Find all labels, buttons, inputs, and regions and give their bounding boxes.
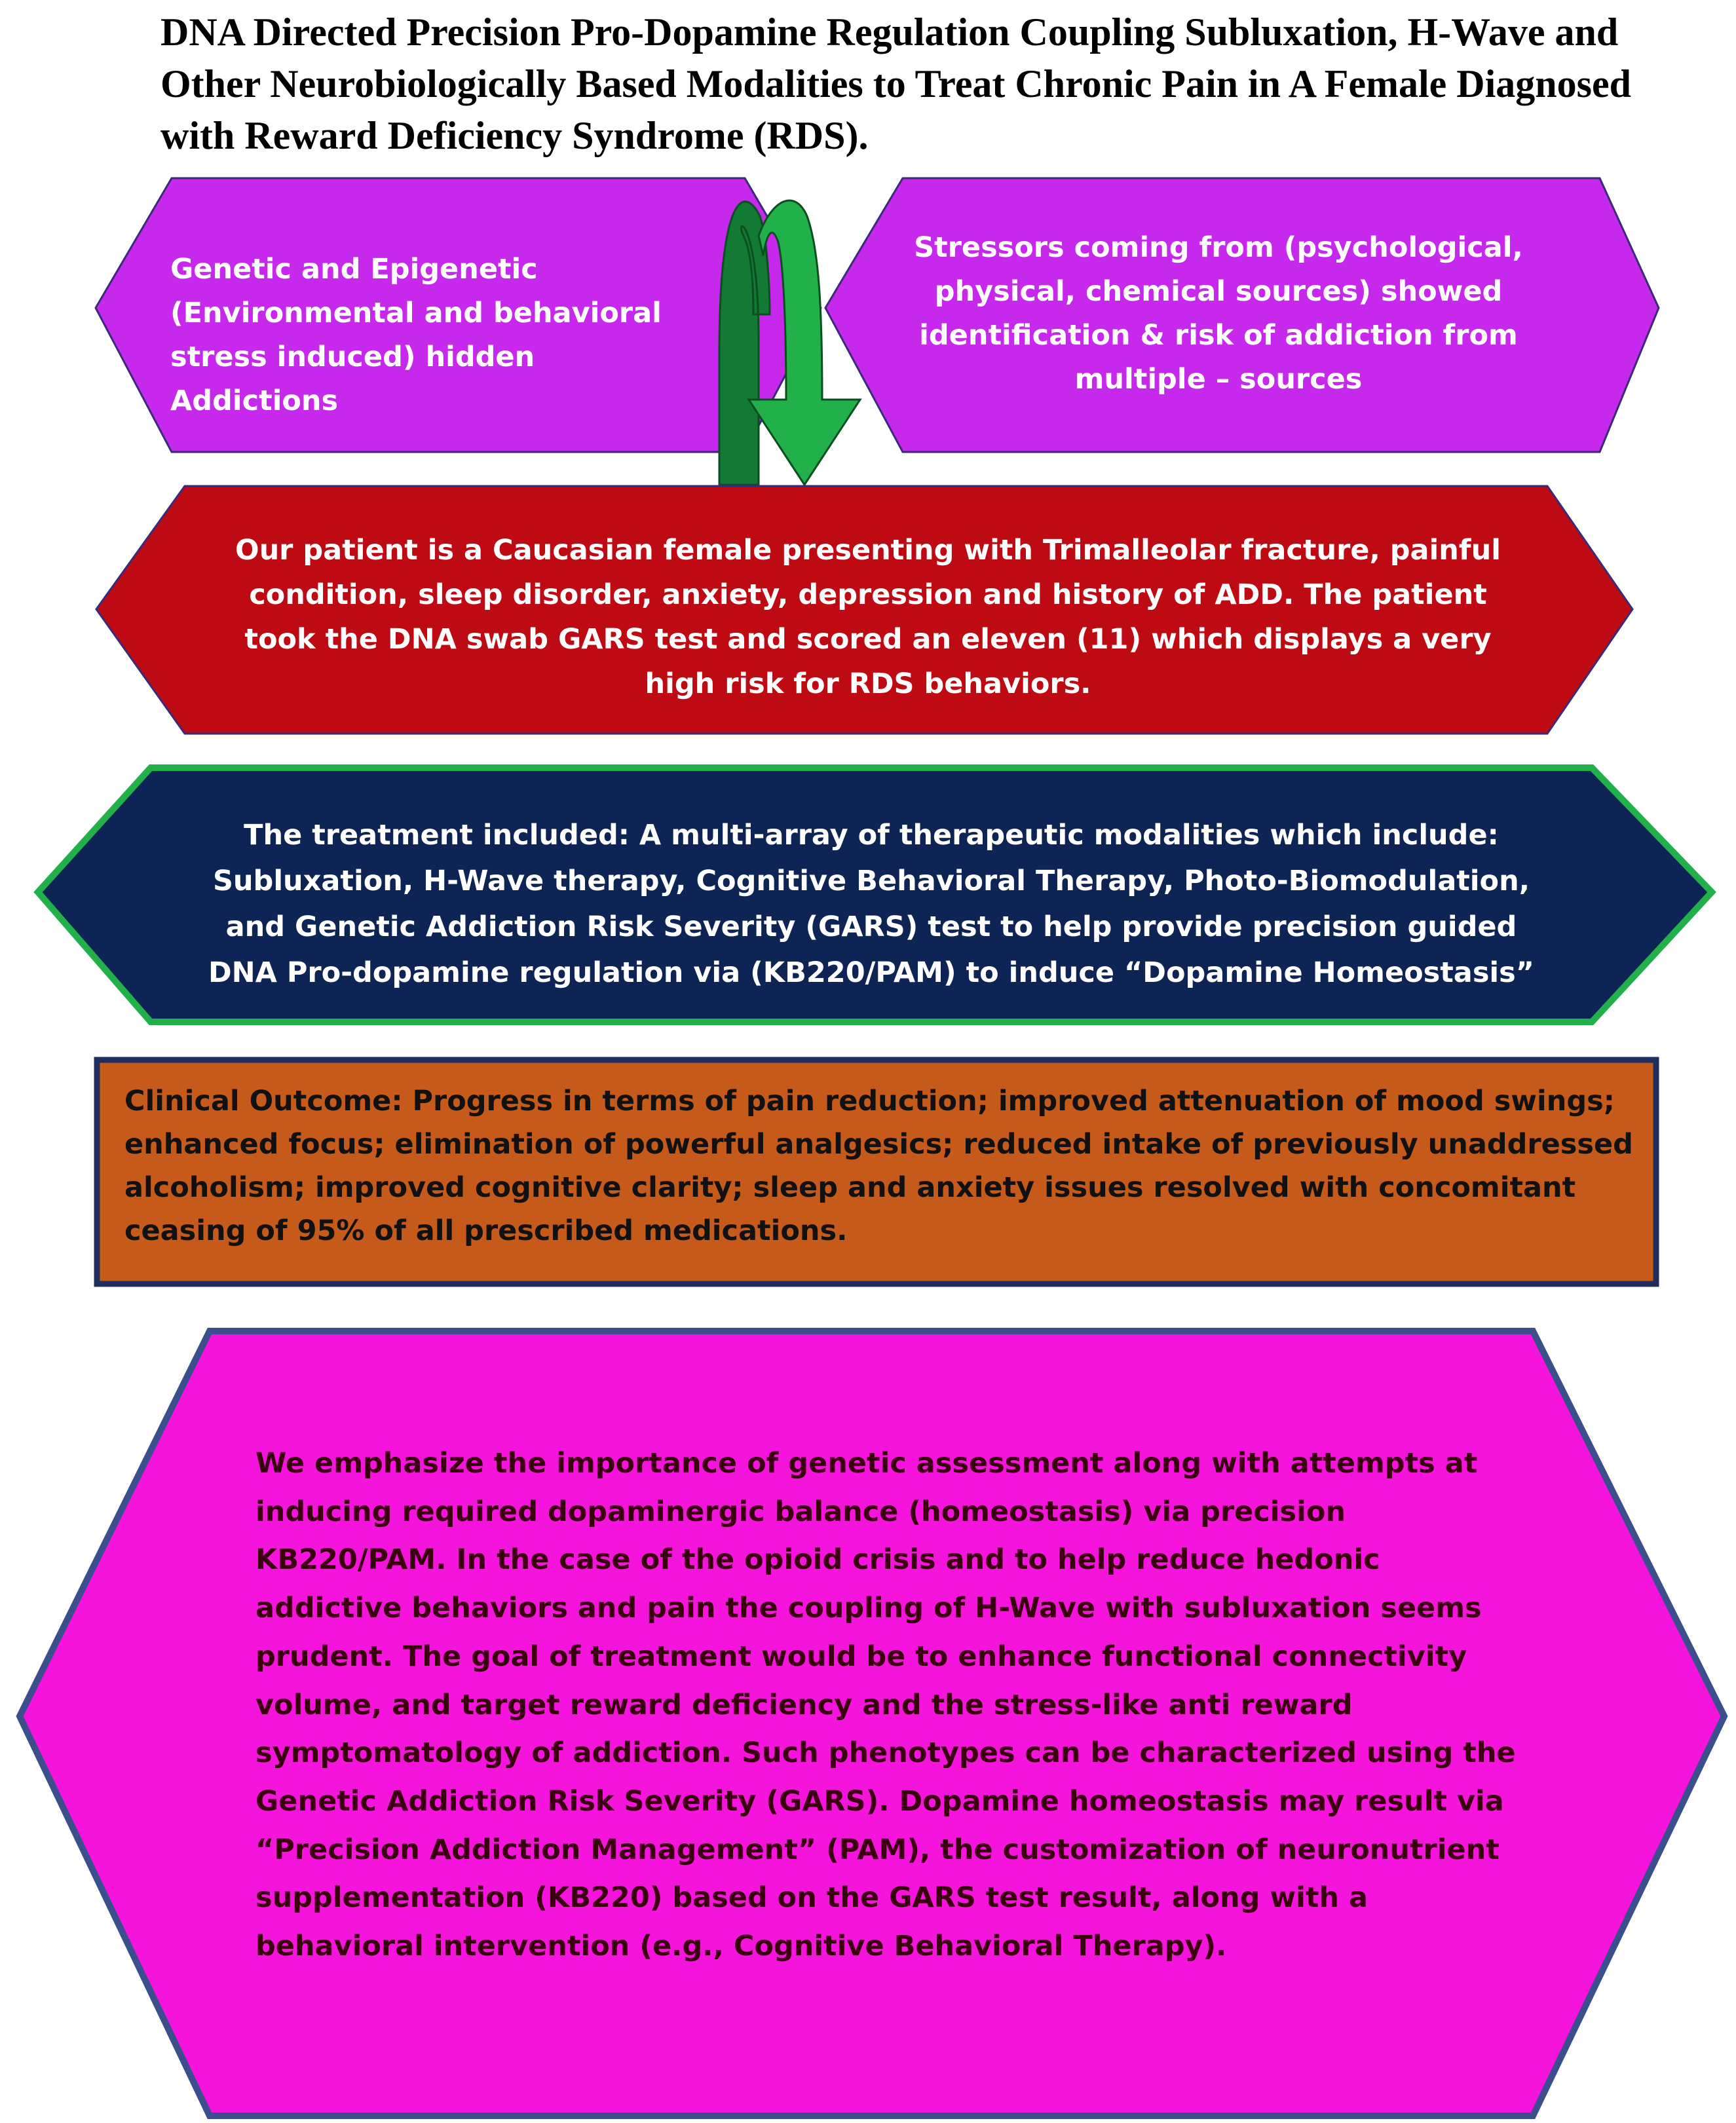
curved-arrow-icon (719, 200, 860, 485)
treatment-box-text: The treatment included: A multi-array of therapeutic modalities which include: Subluxation, H-Wave therapy, Cognitive Behavioral Therapy, Photo-Biomodulation, and Genetic Addiction Risk Severity (GARS) test to help provide precision guided DNA Pro-dopamine regulation via (KB220/PAM) to induce “Dopamine Homeostasis” (208, 819, 1535, 989)
diagram-title: DNA Directed Precision Pro-Dopamine Regulation Coupling Subluxation, H-Wave and Other Neurobiologically Based Modalities to Treat Chronic Pain in A Female Diagnosed with Reward Deficiency Syndrome (RDS). (160, 10, 1632, 157)
genetic-box-text: Genetic and Epigenetic (Environmental and behavioral stress induced) hidden Addictions (170, 253, 662, 417)
patient-box-text: Our patient is a Caucasian female presenting with Trimalleolar fracture, painful condition, sleep disorder, anxiety, depression and history of ADD. The patient took the DNA swab GARS test and scored an eleven (11) which displays a very high risk for RDS behaviors. (235, 534, 1501, 700)
summary-box-text: We emphasize the importance of genetic assessment along with attempts at inducing required dopaminergic balance (homeostasis) via precision KB220/PAM. In the case of the opioid crisis and to help reduce hedonic addictive behaviors and pain the coupling of H-Wave with subluxation seems prudent. The goal of treatment would be to enhance functional connectivity volume, and target reward deficiency and the stress-like anti reward symptomatology of addiction. Such phenotypes can be characterized using the Genetic Addiction Risk Severity (GARS). Dopamine homeostasis may result via “Precision Addiction Management” (PAM), the customization of neuronutrient supplementation (KB220) based on the GARS test result, along with a behavioral intervention (e.g., Cognitive Behavioral Therapy). (255, 1447, 1516, 1963)
outcome-box-text: Clinical Outcome: Progress in terms of pain reduction; improved attenuation of mood swings; enhanced focus; elimination of powerful analgesics; reduced intake of previously unaddressed alcoholism; improved cognitive clarity; sleep and anxiety issues resolved with concomitant ceasing of 95% of all prescribed medications. (124, 1085, 1633, 1247)
stressors-box-text: Stressors coming from (psychological, physical, chemical sources) showed identification & risk of addiction from multiple – sources (914, 231, 1523, 396)
